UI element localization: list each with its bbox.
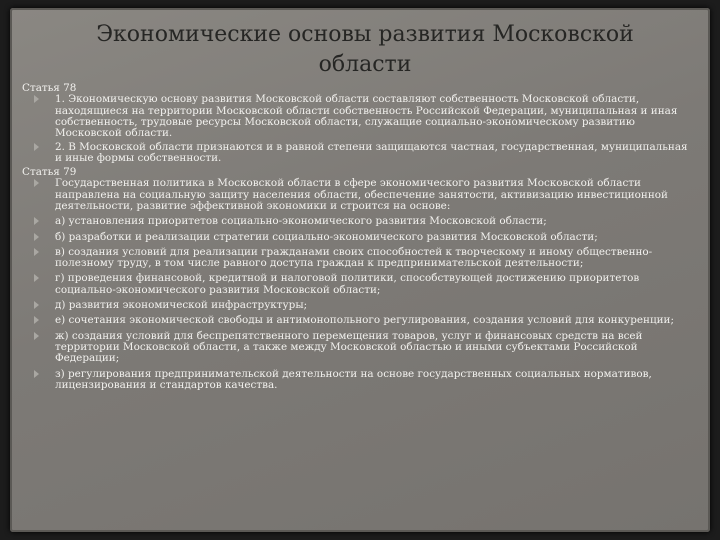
bullet-icon: [34, 316, 39, 324]
item-text: г) проведения финансовой, кредитной и налоговой политики, способствующей достижению приоритетов социально-экономического развития Московской области;: [55, 272, 640, 296]
bullet-icon: [34, 370, 39, 378]
article-79-item-g: [22, 273, 690, 296]
article-78-heading: Статья 78: [22, 82, 77, 94]
bullet-icon: [34, 274, 39, 282]
bullet-icon: [34, 301, 39, 309]
bullet-icon: [34, 332, 39, 340]
bullet-icon: [34, 179, 39, 187]
item-text: 1. Экономическую основу развития Московской области составляют собственность Московской области, находящиеся на территории Московской области собственность Российской Федерации, муниципальная и иная собственность, трудовые ресурсы Московской области, служащие социально-экономическому развитию Московской области.: [55, 93, 678, 140]
bullet-icon: [34, 248, 39, 256]
article-79-item-e: [22, 315, 690, 326]
article-78-item-2: [22, 142, 690, 165]
item-text: 2. В Московской области признаются и в равной степени защищаются частная, государственная, муниципальная и иные формы собственности.: [55, 140, 688, 165]
article-79-item-intro: [22, 178, 690, 212]
article-78-item-1: [22, 94, 690, 139]
bullet-icon: [34, 143, 39, 151]
article-79-heading: Статья 79: [22, 166, 77, 179]
bullet-icon: [34, 217, 39, 225]
article-79-item-zh: [22, 331, 690, 365]
item-text: Государственная политика в Московской области в сфере экономического развития Московской области направлена на социальную защиту населения области, обеспечение занятости, активизацию инвестиционной деятельности, развитие эффективной экономики и строится на основе:: [55, 177, 668, 212]
article-79-item-z: [22, 369, 690, 392]
slide-content: [22, 83, 690, 391]
bullet-icon: [34, 233, 39, 241]
item-text: з) регулирования предпринимательской деятельности на основе государственных социальных нормативов, лицензирования и стандартов качества.: [55, 367, 652, 391]
item-text: а) установления приоритетов социально-экономического развития Московской области;: [55, 215, 547, 228]
item-text: в) создания условий для реализации гражданами своих способностей к творческому и иному общественно-полезному труду, в том числе равного доступа граждан к предпринимательской деятельности;: [55, 245, 653, 270]
article-79-item-d: [22, 300, 690, 311]
slide-title: Экономические основы развития Московской области: [96, 22, 634, 77]
bullet-icon: [34, 95, 39, 103]
article-79-item-v: [22, 247, 690, 270]
item-text: б) разработки и реализации стратегии социально-экономического развития Московской области;: [55, 230, 598, 243]
item-text: ж) создания условий для беспрепятственного перемещения товаров, услуг и финансовых средств на всей территории Московской области, а также между Московской областью и иными субъектами Российской Федерации;: [55, 329, 643, 365]
article-79-item-b: [22, 232, 690, 243]
item-text: е) сочетания экономической свободы и антимонопольного регулирования, создания условий для конкуренции;: [55, 314, 674, 327]
article-79-item-a: [22, 216, 690, 227]
item-text: д) развития экономической инфраструктуры;: [55, 299, 308, 312]
